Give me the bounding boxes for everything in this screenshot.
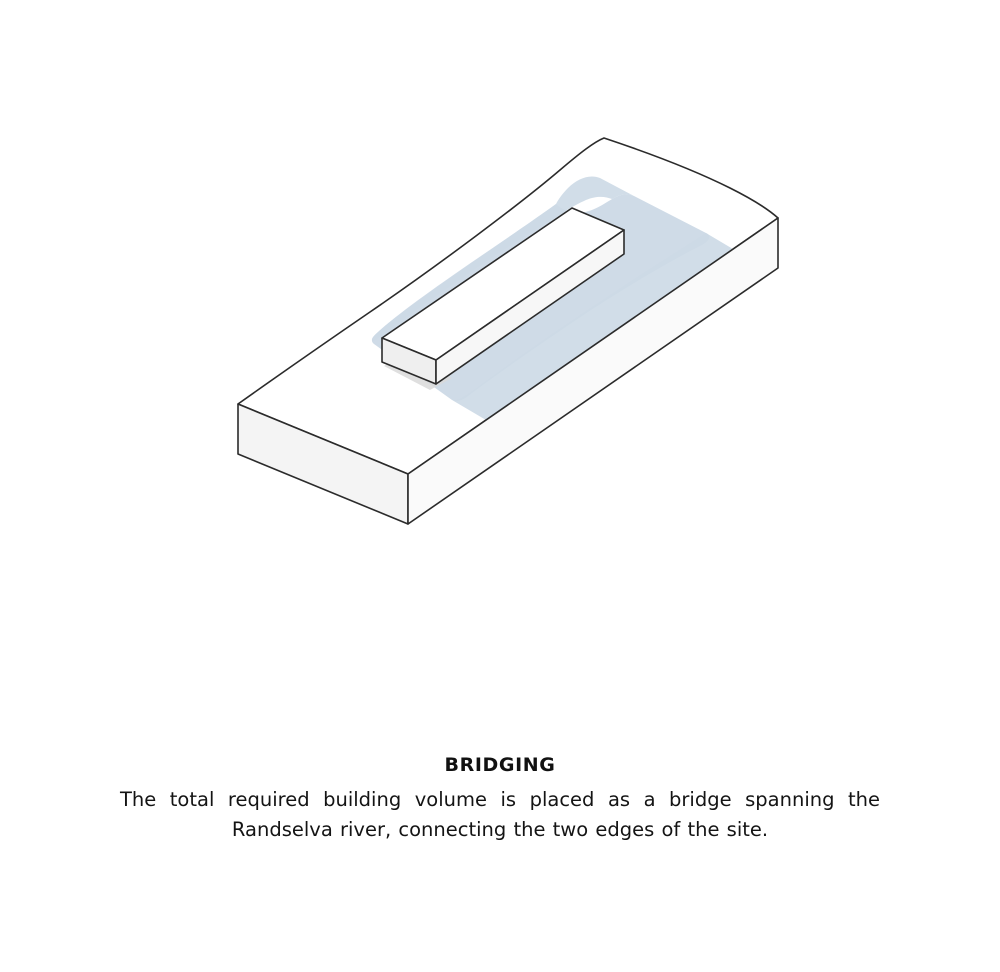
caption-line-1: The total required building volume is placed as a bridge spanning the — [120, 787, 880, 811]
caption-text — [120, 785, 880, 845]
caption-block — [0, 752, 1000, 845]
caption-title: BRIDGING — [444, 754, 556, 776]
caption-line-2: Randselva river, connecting the two edges of the site. — [231, 817, 769, 841]
